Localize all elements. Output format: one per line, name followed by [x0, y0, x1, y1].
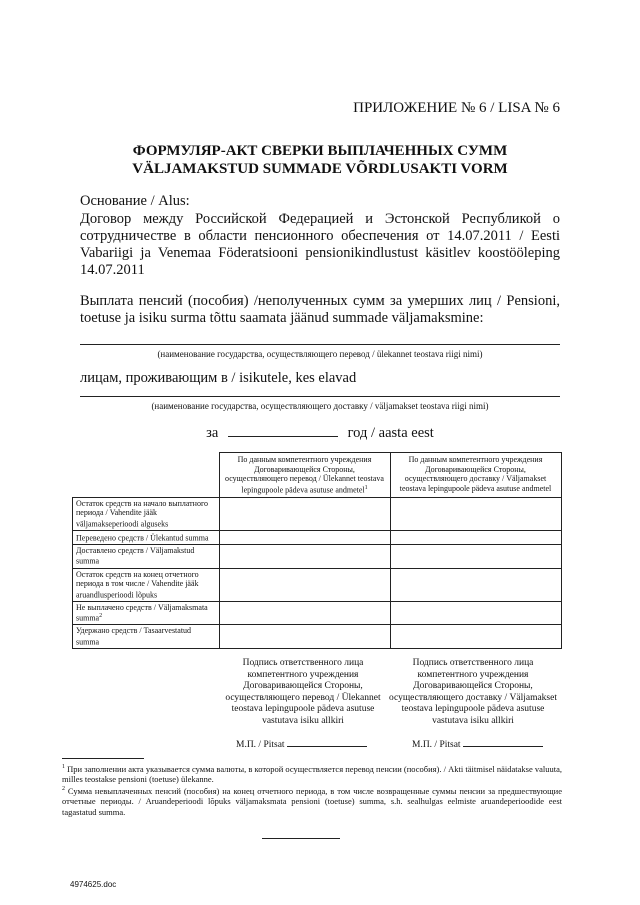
- cell-input[interactable]: [219, 530, 390, 544]
- row-label-withheld: Удержано средств / Tasaarvestatud summa: [73, 625, 220, 649]
- year-suffix: год / aasta eest: [347, 425, 434, 441]
- row-label-unpaid: Не выплачено средств / Väljamaksmata summa$^2$: [73, 601, 220, 625]
- transfer-state-line: [80, 344, 560, 345]
- row-label-transferred: Переведено средств / Ülekantud summa: [73, 530, 220, 544]
- stamp-right: [412, 738, 543, 750]
- table-header-row: [73, 453, 562, 498]
- cell-input[interactable]: [390, 497, 561, 530]
- delivery-state-line: [80, 396, 560, 397]
- row-label-delivered: Доставлено средств / Väljamakstud summa: [73, 544, 220, 568]
- title-estonian: VÄLJAMAKSTUD SUMMADE VÕRDLUSAKTI VORM: [132, 161, 508, 177]
- footnote-2: $^2$ Сумма невыплаченных пенсий (пособия) на конец отчетного периода, в том числе возвращенные суммы пенсии за предшествующие отчетные периоды. / Aruandeperioodi lõpuks väljamaksmata pensioni (toetuse) summa, s.h. sealhulgas eelmiste aruandeperioodide eest tagastatud summa.: [62, 785, 562, 817]
- col-header-delivering: По данным компетентного учреждения Договаривающейся Стороны, осуществляющего доставку / Väljamakset teostava lepingupoole pädeva asutuse andmetel: [390, 453, 561, 498]
- table-corner: [73, 453, 220, 498]
- transfer-state-caption: (наименование государства, осуществляющего перевод / ülekannet teostava riigi nimi): [157, 349, 483, 359]
- recipients-text: лицам, проживающим в / isikutele, kes elavad: [80, 370, 357, 386]
- basis-text: Договор между Российской Федерацией и Эстонской Республикой о сотрудничестве в области пенсионного обеспечения от 14.07.2011 / Eesti Vabariigi ja Venemaa Föderatsiooni pensionikindlustust käsitlev koostööleping 14.07.2011: [80, 211, 560, 278]
- year-prefix: за: [206, 425, 219, 441]
- signature-delivering: Подпись ответственного лица компетентного учреждения Договаривающейся Стороны, осуществляющего доставку / Väljamakset teostava lepingupoole pädeva asutuse vastutava isiku allkiri: [389, 658, 557, 726]
- stamp-right-blank[interactable]: [463, 738, 543, 747]
- stamp-label: М.П. / Pitsat: [412, 740, 461, 750]
- stamp-label: М.П. / Pitsat: [236, 740, 285, 750]
- cell-input[interactable]: [219, 601, 390, 625]
- year-blank-field[interactable]: [228, 424, 338, 437]
- cell-input[interactable]: [390, 568, 561, 601]
- col-header-transferring: По данным компетентного учреждения Договаривающейся Стороны, осуществляющего перевод / Ülekannet teostava lepingupoole pädeva asutuse andmetel$^1$: [219, 453, 390, 498]
- annex-number: ПРИЛОЖЕНИЕ № 6 / LISA № 6: [353, 100, 560, 116]
- file-name: 4974625.doc: [70, 880, 117, 889]
- cell-input[interactable]: [390, 544, 561, 568]
- table-row: [73, 530, 562, 544]
- table-row: [73, 601, 562, 625]
- row-label-opening-balance: Остаток средств на начало выплатного периода / Vahendite jääk väljamakseperioodi alguseks: [73, 497, 220, 530]
- basis-label: Основание / Alus:: [80, 193, 190, 209]
- title-russian: ФОРМУЛЯР-АКТ СВЕРКИ ВЫПЛАЧЕННЫХ СУММ: [132, 143, 508, 159]
- table-row: [73, 544, 562, 568]
- cell-input[interactable]: [219, 625, 390, 649]
- year-row: [0, 424, 640, 442]
- stamp-left: [236, 738, 367, 750]
- cell-input[interactable]: [390, 601, 561, 625]
- delivery-state-caption: (наименование государства, осуществляющего доставку / väljamakset teostava riigi nimi): [151, 401, 489, 411]
- cell-input[interactable]: [390, 625, 561, 649]
- table-row: [73, 625, 562, 649]
- cell-input[interactable]: [219, 497, 390, 530]
- footnote-separator: [62, 758, 144, 759]
- signature-transferring: Подпись ответственного лица компетентного учреждения Договаривающейся Стороны, осуществляющего перевод / Ülekannet teostava lepingupoole pädeva asutuse vastutava isiku allkiri: [225, 658, 381, 726]
- bottom-divider: [262, 838, 340, 839]
- stamp-left-blank[interactable]: [287, 738, 367, 747]
- cell-input[interactable]: [390, 530, 561, 544]
- row-label-closing-balance: Остаток средств на конец отчетного периода в том числе / Vahendite jääk aruandlusperioodi lõpuks: [73, 568, 220, 601]
- cell-input[interactable]: [219, 568, 390, 601]
- payment-description: Выплата пенсий (пособия) /неполученных сумм за умерших лиц / Pensioni, toetuse ja isiku surma tõttu saamata jäänud summade väljamaksmine:: [80, 293, 560, 326]
- cell-input[interactable]: [219, 544, 390, 568]
- footnote-1: $^1$ При заполнении акта указывается сумма валюты, в которой осуществляется перевод пенсии (пособия). / Akti täitmisel näidatakse valuuta, milles teostakse pensioni (toetuse) ülekanne.: [62, 763, 563, 785]
- table-row: [73, 497, 562, 530]
- reconciliation-table: [72, 452, 562, 649]
- table-row: [73, 568, 562, 601]
